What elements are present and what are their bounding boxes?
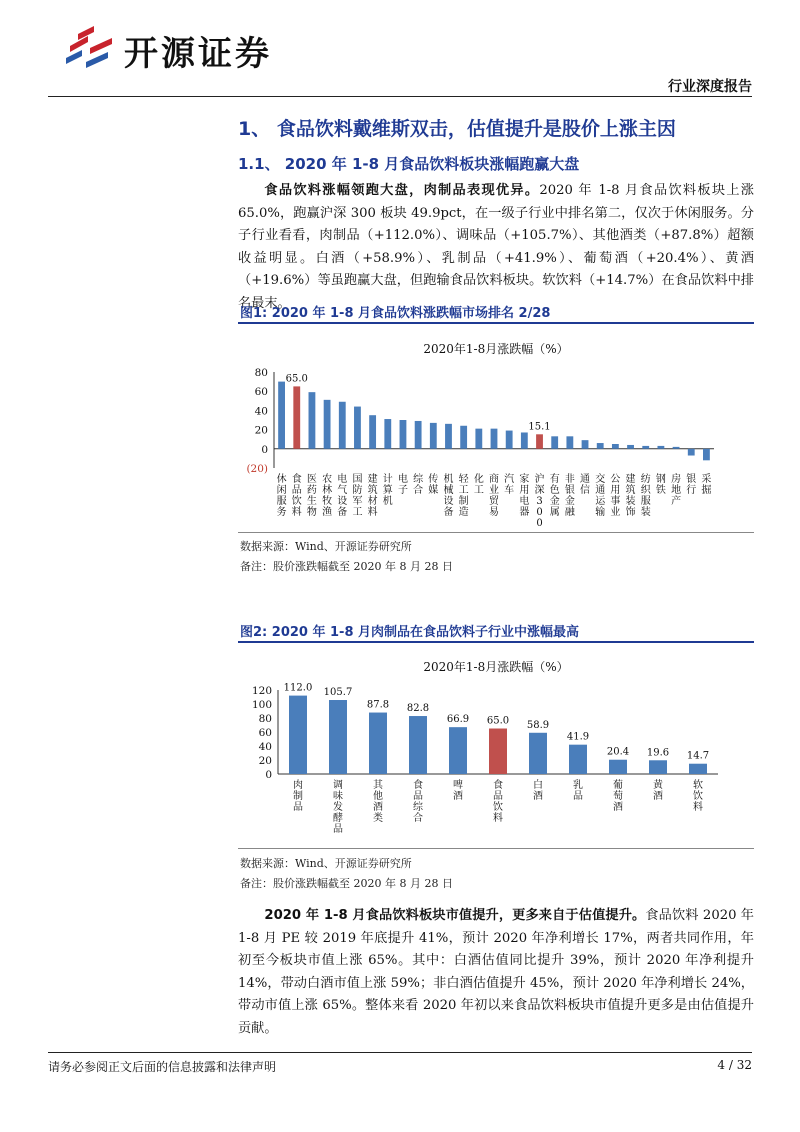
bar xyxy=(309,392,316,449)
brand-name: 开源证券 xyxy=(124,34,272,74)
y-tick-label: 40 xyxy=(258,741,272,753)
category-label: 食品饮料 xyxy=(291,474,302,518)
category-label: 其他酒类 xyxy=(373,780,383,824)
data-label: 82.8 xyxy=(406,703,430,715)
y-tick-label: 0 xyxy=(261,443,268,456)
paragraph-2 xyxy=(238,905,754,1040)
category-label: 机械设备 xyxy=(443,474,454,518)
data-label: 65.0 xyxy=(486,715,510,727)
figure-2-note: 备注：股价涨跌幅截至 2020 年 8 月 28 日 xyxy=(240,877,453,890)
report-type: 行业深度报告 xyxy=(668,79,752,95)
logo xyxy=(60,22,120,72)
data-label: 19.6 xyxy=(646,747,670,759)
header-divider xyxy=(48,96,752,97)
category-label: 家用电器 xyxy=(519,474,530,518)
bar xyxy=(289,696,307,774)
data-label: 14.7 xyxy=(686,750,710,762)
category-label: 电子 xyxy=(397,474,408,496)
category-label: 商业贸易 xyxy=(489,474,499,518)
figure-1-note: 备注：股价涨跌幅截至 2020 年 8 月 28 日 xyxy=(240,560,453,573)
bar xyxy=(529,733,547,774)
bar xyxy=(460,426,467,449)
chart-2 xyxy=(238,676,754,846)
category-label: 综合 xyxy=(413,474,424,496)
y-tick-label: 120 xyxy=(251,685,272,697)
chart-2-title: 2020年1-8月涨跌幅（%） xyxy=(423,660,569,674)
category-label: 建筑材料 xyxy=(367,474,378,518)
y-tick-label: 60 xyxy=(254,386,268,399)
bar xyxy=(688,449,695,456)
category-label: 调味发酵品 xyxy=(333,780,343,835)
figure-2-rule xyxy=(238,641,754,643)
category-label: 钢铁 xyxy=(655,474,666,496)
bar xyxy=(506,431,513,449)
category-label: 休闲服务 xyxy=(276,474,287,518)
bar xyxy=(703,449,710,461)
bar xyxy=(339,402,346,449)
category-label: 公用事业 xyxy=(610,474,621,518)
bar xyxy=(400,420,407,449)
category-label: 轻工制造 xyxy=(458,474,469,518)
bar xyxy=(430,423,437,449)
footer-divider xyxy=(48,1052,752,1053)
section-title: 1、 食品饮料戴维斯双击，估值提升是股价上涨主因 xyxy=(238,118,676,140)
bar xyxy=(489,729,507,775)
category-label: 建筑装饰 xyxy=(625,474,636,518)
chart-1-title: 2020年1-8月涨跌幅（%） xyxy=(423,342,569,356)
bar xyxy=(369,415,376,449)
data-label: 15.1 xyxy=(528,421,551,433)
bar xyxy=(627,445,634,449)
bar xyxy=(293,386,300,448)
y-tick-label: 80 xyxy=(258,713,272,725)
category-label: 农林牧渔 xyxy=(322,474,333,518)
paragraph-1-lead: 食品饮料涨幅领跑大盘，肉制品表现优异。 xyxy=(264,183,540,198)
bar xyxy=(536,434,543,448)
y-tick-label: 20 xyxy=(258,755,272,767)
logo-mark-icon xyxy=(60,22,120,72)
category-label: 软饮料 xyxy=(693,780,703,813)
footer-disclaimer: 请务必参阅正文后面的信息披露和法律声明 xyxy=(48,1060,277,1074)
bar xyxy=(569,745,587,774)
category-label: 纺织服装 xyxy=(640,474,651,518)
data-label: 66.9 xyxy=(446,714,470,726)
figure-1-rule xyxy=(238,322,754,324)
bar xyxy=(475,429,482,449)
bar xyxy=(597,443,604,449)
bar xyxy=(649,760,667,774)
y-tick-label: (20) xyxy=(246,463,268,475)
data-label: 65.0 xyxy=(285,373,308,385)
bar xyxy=(369,713,387,774)
data-label: 87.8 xyxy=(366,699,390,711)
data-label: 105.7 xyxy=(323,687,353,699)
category-label: 汽车 xyxy=(504,474,515,496)
bar xyxy=(384,419,391,449)
bar xyxy=(278,382,285,449)
y-tick-label: 0 xyxy=(265,769,272,781)
category-label: 交通运输 xyxy=(595,474,606,518)
bar xyxy=(642,446,649,449)
data-label: 112.0 xyxy=(283,682,313,694)
bar xyxy=(521,432,528,448)
bar xyxy=(609,760,627,774)
y-tick-label: 60 xyxy=(258,727,272,739)
figure-2-title: 图2: 2020 年 1-8 月肉制品在食品饮料子行业中涨幅最高 xyxy=(240,625,580,640)
figure-1-source: 数据来源：Wind、开源证券研究所 xyxy=(240,540,412,553)
bar xyxy=(329,700,347,774)
figure-2-bottom-rule xyxy=(238,848,754,849)
data-label: 41.9 xyxy=(566,731,590,743)
figure-1-bottom-rule xyxy=(238,532,754,533)
bar xyxy=(673,447,680,449)
category-label: 肉制品 xyxy=(293,780,303,813)
category-label: 啤酒 xyxy=(453,780,463,802)
bar xyxy=(409,716,427,774)
subsection-title: 1.1、 2020 年 1-8 月食品饮料板块涨幅跑赢大盘 xyxy=(238,155,580,173)
category-label: 采掘 xyxy=(701,474,712,496)
category-label: 葡萄酒 xyxy=(613,780,623,813)
category-label: 医药生物 xyxy=(306,474,317,518)
paragraph-2-body: 食品饮料 2020 年 1-8 月 PE 较 2019 年底提升 41%，预计 2020 年净利增长 17%，两者共同作用，年初至今板块市值上涨 65%。其中：白酒估值同比提升 39%，预计 2020 年净利提升 14%，带动白酒市值上涨 59%；非白酒估值提升 45%，预计 2020 年净利增长 24%，带动市值上涨 65%。整体来看 2020 年初以来食品饮料板块市值提升更多是由估值提升贡献。 xyxy=(238,908,754,1036)
bar xyxy=(566,436,573,448)
category-label: 传媒 xyxy=(428,474,439,496)
bar xyxy=(445,424,452,449)
bar xyxy=(612,444,619,449)
category-label: 沪深 3 0 0 xyxy=(534,474,545,529)
category-label: 计算机 xyxy=(382,474,393,507)
category-label: 银行 xyxy=(686,474,697,496)
data-label: 20.4 xyxy=(606,746,630,758)
category-label: 白酒 xyxy=(533,780,543,802)
paragraph-2-lead: 2020 年 1-8 月食品饮料板块市值提升，更多来自于估值提升。 xyxy=(264,908,646,923)
paragraph-1-body: 2020 年 1-8 月食品饮料板块上涨 65.0%，跑赢沪深 300 板块 49.9pct，在一级子行业中排名第二，仅次于休闲服务。分子行业看看，肉制品（+112.0%）、调味品（+105.7%）、其他酒类（+87.8%）超额收益明显。白酒（+58.9%）、乳制品（+41.9%）、葡萄酒（+20.4%）、黄酒（+19.6%）等虽跑赢大盘，但跑输食品饮料板块。软饮料（+14.7%）在食品饮料中排名最末。 xyxy=(238,183,754,311)
category-label: 化工 xyxy=(473,474,484,496)
chart-1 xyxy=(238,360,754,530)
bar xyxy=(354,407,361,449)
bar xyxy=(415,421,422,449)
category-label: 电气设备 xyxy=(337,474,348,518)
bar xyxy=(582,440,589,449)
figure-2-source: 数据来源：Wind、开源证券研究所 xyxy=(240,857,412,870)
y-tick-label: 40 xyxy=(254,405,268,418)
y-tick-label: 80 xyxy=(254,367,268,379)
y-tick-label: 100 xyxy=(251,699,272,711)
bar xyxy=(657,446,664,449)
category-label: 食品饮料 xyxy=(493,780,503,824)
category-label: 房地产 xyxy=(671,474,682,507)
category-label: 通信 xyxy=(580,474,591,496)
category-label: 国防军工 xyxy=(352,474,363,518)
category-label: 有色金属 xyxy=(549,474,560,518)
bar xyxy=(449,727,467,774)
data-label: 58.9 xyxy=(526,719,550,731)
category-label: 非银金融 xyxy=(564,474,575,518)
figure-1-title: 图1: 2020 年 1-8 月食品饮料涨跌幅市场排名 2/28 xyxy=(240,306,551,321)
category-label: 乳品 xyxy=(573,780,583,802)
y-tick-label: 20 xyxy=(254,424,268,437)
category-label: 食品综合 xyxy=(413,780,423,824)
bar xyxy=(551,436,558,448)
bar xyxy=(491,429,498,449)
bar xyxy=(324,400,331,449)
category-label: 黄酒 xyxy=(653,780,663,802)
paragraph-1 xyxy=(238,180,754,315)
page-number: 4 / 32 xyxy=(717,1058,752,1072)
bar xyxy=(689,764,707,774)
